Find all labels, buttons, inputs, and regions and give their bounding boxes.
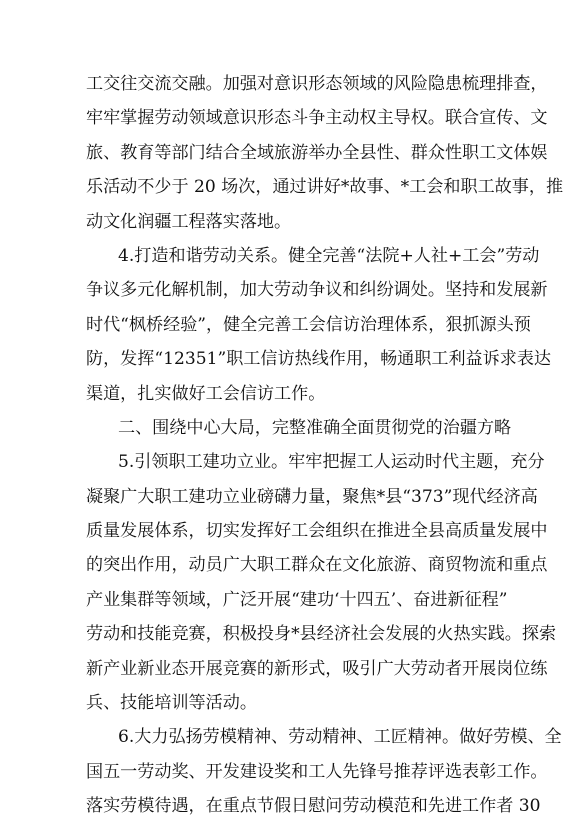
text-line: 新产业新业态开展竞赛的新形式，吸引广大劳动者开展岗位练 — [86, 658, 548, 679]
text-line: 防，发挥“12351”职工信访热线作用，畅通职工利益诉求表达 — [86, 349, 552, 370]
text-line: 质量发展体系，切实发挥好工会组织在推进全县高质量发展中 — [86, 521, 548, 542]
text-line: 争议多元化解机制，加大劳动争议和纠纷调处。坚持和发展新 — [86, 280, 548, 301]
text-line: 落实劳模待遇，在重点节假日慰问劳动模范和先进工作者 30 — [86, 796, 541, 817]
text-line: 4.打造和谐劳动关系。健全完善“法院+人社+工会”劳动 — [118, 245, 540, 266]
document-body — [86, 67, 564, 824]
text-line: 兵、技能培训等活动。 — [86, 693, 257, 714]
text-line: 时代“枫桥经验”，健全完善工会信访治理体系，狠抓源头预 — [86, 314, 531, 335]
text-line: 动文化润疆工程落实落地。 — [86, 211, 292, 232]
text-line: 渠道，扎实做好工会信访工作。 — [86, 383, 326, 404]
text-line: 国五一劳动奖、开发建设奖和工人先锋号推荐评选表彰工作。 — [86, 761, 548, 782]
text-line: 旅、教育等部门结合全域旅游举办全县性、群众性职工文体娱 — [86, 142, 548, 163]
text-line: 凝聚广大职工建功立业磅礴力量，聚焦*县“373”现代经济高 — [86, 486, 538, 507]
text-line: 劳动和技能竞赛，积极投身*县经济社会发展的火热实践。探索 — [86, 624, 557, 645]
text-line: 工交往交流交融。加强对意识形态领域的风险隐患梳理排查， — [86, 74, 548, 94]
text-line: 产业集群等领域，广泛开展“建功‘十四五’、奋进新征程” — [86, 589, 508, 610]
text-line: 牢牢掌握劳动领域意识形态斗争主动权主导权。联合宣传、文 — [86, 108, 548, 129]
text-line: 的突出作用，动员广大职工群众在文化旅游、商贸物流和重点 — [86, 555, 548, 576]
text-line: 乐活动不少于 20 场次，通过讲好*故事、*工会和职工故事，推 — [86, 177, 564, 198]
text-line: 6.大力弘扬劳模精神、劳动精神、工匠精神。做好劳模、全 — [118, 727, 562, 748]
text-line: 二、围绕中心大局，完整准确全面贯彻党的治疆方略 — [118, 417, 512, 438]
text-line: 5.引领职工建功立业。牢牢把握工人运动时代主题，充分 — [118, 452, 545, 473]
